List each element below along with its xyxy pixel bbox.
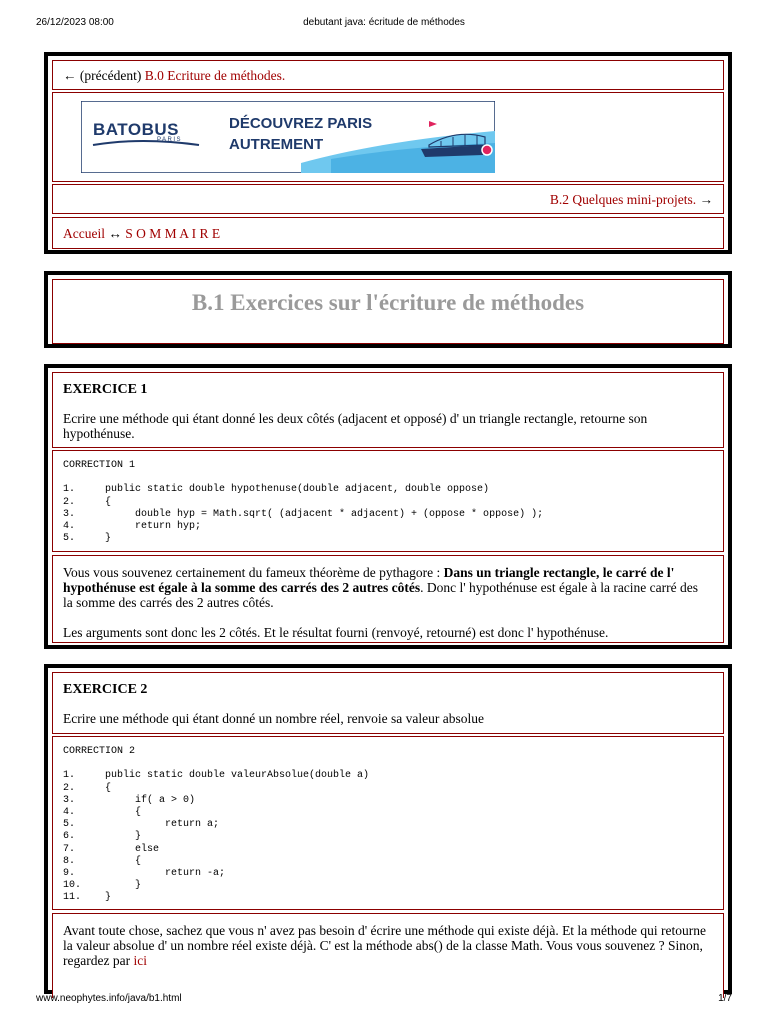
home-link[interactable]: Accueil xyxy=(63,226,105,241)
next-page-link[interactable]: B.2 Quelques mini-projets. xyxy=(549,192,697,207)
explanation-1-intro: Vous vous souvenez certainement du fameux théorème de pythagore : xyxy=(63,565,444,580)
code-line xyxy=(63,497,543,509)
code-line-text: } xyxy=(105,892,112,904)
code-line-text: { xyxy=(105,855,142,867)
code-line xyxy=(63,521,543,533)
code-line-number: 10. xyxy=(63,880,82,892)
previous-page-link[interactable]: B.0 Ecriture de méthodes. xyxy=(144,68,286,83)
exercise-2-box xyxy=(44,664,732,994)
title-box xyxy=(44,271,732,348)
print-footer xyxy=(0,993,768,1007)
ad-brand-sub: PARIS xyxy=(157,137,183,143)
exercise-2-title: EXERCICE 2 xyxy=(63,682,148,697)
code-line-number: 1. xyxy=(63,770,76,782)
code-line-number: 2. xyxy=(63,782,76,794)
code-line xyxy=(63,856,369,868)
explanation-2-text: Avant toute chose, sachez que vous n' avez pas besoin d' écrire une méthode qui existe déjà. Et la méthode qui retourne la valeur absolue d' un nombre réel existe déjà. C' est la méthode abs() de la classe Math. Vous vous souvenez ? Sinon, regardez par xyxy=(63,923,707,968)
print-url: www.neophytes.info/java/b1.html xyxy=(36,993,182,1004)
correction-2-label: CORRECTION 2 xyxy=(63,746,136,757)
code-line-text: } xyxy=(105,831,142,843)
code-line-number: 2. xyxy=(63,496,76,508)
code-line-text: { xyxy=(105,806,142,818)
code-line-number: 6. xyxy=(63,831,76,843)
ad-headline-1: DÉCOUVREZ PARIS xyxy=(229,115,373,132)
code-line-text: public static double hypothenuse(double adjacent, double oppose) xyxy=(105,484,490,496)
batobus-ad-banner[interactable] xyxy=(81,101,495,173)
correction-2-cell xyxy=(52,736,724,910)
code-line xyxy=(63,807,369,819)
code-line-number: 5. xyxy=(63,819,76,831)
exercise-2-text: Ecrire une méthode qui étant donné un nombre réel, renvoie sa valeur absolue xyxy=(63,711,484,726)
print-document-title: debutant java: écritude de méthodes xyxy=(303,17,465,28)
code-line xyxy=(63,533,543,545)
ad-brand: BATOBUS xyxy=(93,120,179,139)
code-line-number: 5. xyxy=(63,533,76,545)
page-title: B.1 Exercices sur l'écriture de méthodes xyxy=(191,290,585,315)
code-line-number: 3. xyxy=(63,508,76,520)
explanation-2-link[interactable]: ici xyxy=(133,953,147,968)
code-line-number: 3. xyxy=(63,794,76,806)
code-line-text: return hyp; xyxy=(105,520,202,532)
code-line-text: else xyxy=(105,843,160,855)
code-line-number: 4. xyxy=(63,806,76,818)
explanation-1-paragraph xyxy=(63,565,711,610)
code-line xyxy=(63,795,369,807)
code-line-text: { xyxy=(105,496,112,508)
exercise-1-box xyxy=(44,364,732,649)
home-separator: ↔ xyxy=(104,226,126,241)
code-line-text: return a; xyxy=(105,819,220,831)
code-line-number: 1. xyxy=(63,484,76,496)
ad-cell xyxy=(52,92,724,182)
next-arrow: → xyxy=(696,192,713,207)
navigation-box xyxy=(44,52,732,254)
previous-arrow: ← (précédent) xyxy=(63,68,145,83)
code-line-text: } xyxy=(105,533,112,545)
correction-2-code xyxy=(63,770,369,904)
code-line xyxy=(63,868,369,880)
correction-1-label: CORRECTION 1 xyxy=(63,460,136,471)
code-line-text: if( a > 0) xyxy=(105,794,196,806)
code-line xyxy=(63,892,369,904)
exercise-2-statement xyxy=(52,672,724,734)
next-nav-cell xyxy=(52,184,724,214)
code-line xyxy=(63,844,369,856)
code-line-number: 8. xyxy=(63,855,76,867)
previous-nav-cell xyxy=(52,60,724,90)
code-line xyxy=(63,819,369,831)
explanation-1-theorem: Dans un triangle rectangle, le carré de l' hypothénuse est égale à la somme des carrés des 2 autres côtés xyxy=(63,565,675,595)
print-date: 26/12/2023 08:00 xyxy=(36,17,114,28)
code-line-number: 9. xyxy=(63,867,76,879)
code-line-text: { xyxy=(105,782,112,794)
code-line xyxy=(63,770,369,782)
exercise-1-statement xyxy=(52,372,724,448)
exercise-1-title: EXERCICE 1 xyxy=(63,382,148,397)
code-line xyxy=(63,880,369,892)
explanation-1-arguments: Les arguments sont donc les 2 côtés. Et le résultat fourni (renvoyé, retourné) est donc l' hypothénuse. xyxy=(63,625,609,640)
code-line xyxy=(63,831,369,843)
code-line-number: 4. xyxy=(63,520,76,532)
code-line-number: 11. xyxy=(63,892,82,904)
code-line xyxy=(63,783,369,795)
print-page-number: 1/7 xyxy=(718,993,732,1004)
explanation-1-rest: . Donc l' hypothénuse est égale à la racine carré des la somme des carrés des 2 autres côtés. xyxy=(63,580,699,610)
exercise-2-explanation xyxy=(52,913,724,998)
exercise-1-text: Ecrire une méthode qui étant donné les deux côtés (adjacent et opposé) d' un triangle rectangle, retourne son hypothénuse. xyxy=(63,411,648,441)
code-line-number: 7. xyxy=(63,843,76,855)
summary-link[interactable]: S O M M A I R E xyxy=(125,226,221,241)
code-line-text: return -a; xyxy=(105,867,226,879)
exercise-1-explanation xyxy=(52,555,724,643)
code-line-text: public static double valeurAbsolue(double a) xyxy=(105,770,370,782)
code-line-text: } xyxy=(105,880,142,892)
home-nav-cell xyxy=(52,217,724,249)
ad-headline-2: AUTREMENT xyxy=(229,136,324,153)
correction-1-code xyxy=(63,484,543,545)
print-header xyxy=(0,17,768,31)
code-line xyxy=(63,484,543,496)
code-line-text: double hyp = Math.sqrt( (adjacent * adjacent) + (oppose * oppose) ); xyxy=(105,508,544,520)
code-line xyxy=(63,509,543,521)
title-cell xyxy=(52,279,724,344)
correction-1-cell xyxy=(52,450,724,552)
